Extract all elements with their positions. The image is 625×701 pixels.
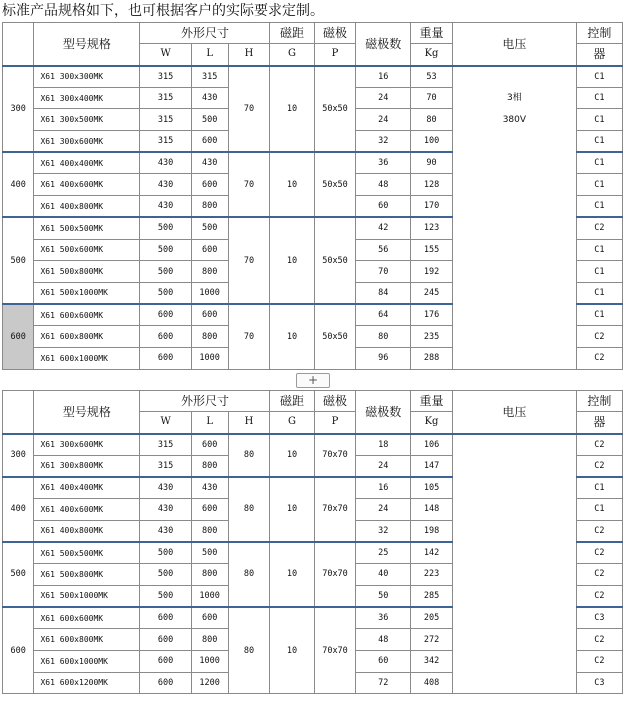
length-cell: 500 — [191, 109, 228, 131]
weight-cell: 53 — [411, 66, 453, 88]
length-cell: 1000 — [191, 347, 228, 369]
header-gap: 磁距 — [270, 391, 314, 412]
weight-cell: 235 — [411, 326, 453, 348]
model-cell: X61 500x800MK — [34, 261, 140, 283]
width-cell: 430 — [140, 520, 191, 542]
header-h: H — [228, 44, 270, 66]
pole-count-cell: 32 — [356, 131, 411, 153]
gap-cell: 10 — [270, 607, 314, 694]
length-cell: 1000 — [191, 282, 228, 304]
length-cell: 600 — [191, 499, 228, 521]
weight-cell: 155 — [411, 239, 453, 261]
pole-count-cell: 36 — [356, 152, 411, 174]
length-cell: 1000 — [191, 650, 228, 672]
controller-cell: C1 — [576, 131, 622, 153]
model-cell: X61 500x1000MK — [34, 585, 140, 607]
length-cell: 800 — [191, 455, 228, 477]
model-cell: X61 300x400MK — [34, 87, 140, 109]
weight-cell: 90 — [411, 152, 453, 174]
weight-cell: 205 — [411, 607, 453, 629]
model-cell: X61 400x400MK — [34, 152, 140, 174]
pole-count-cell: 60 — [356, 196, 411, 218]
pole-count-cell: 70 — [356, 261, 411, 283]
pole-count-cell: 18 — [356, 434, 411, 456]
pole-cell: 70x70 — [314, 434, 356, 477]
model-cell: X61 400x600MK — [34, 174, 140, 196]
width-cell: 500 — [140, 261, 191, 283]
pole-count-cell: 80 — [356, 326, 411, 348]
width-cell: 500 — [140, 564, 191, 586]
length-cell: 600 — [191, 174, 228, 196]
group-size: 500 — [3, 542, 34, 607]
model-cell: X61 500x1000MK — [34, 282, 140, 304]
table-row — [3, 66, 623, 88]
width-cell: 500 — [140, 542, 191, 564]
weight-cell: 285 — [411, 585, 453, 607]
controller-cell: C1 — [576, 304, 622, 326]
controller-cell: C2 — [576, 585, 622, 607]
weight-cell: 176 — [411, 304, 453, 326]
header-voltage: 电压 — [452, 23, 576, 66]
pole-count-cell: 32 — [356, 520, 411, 542]
width-cell: 315 — [140, 434, 191, 456]
height-cell: 70 — [228, 66, 270, 153]
header-row — [3, 391, 623, 412]
weight-cell: 288 — [411, 347, 453, 369]
length-cell: 600 — [191, 131, 228, 153]
length-cell: 430 — [191, 152, 228, 174]
model-cell: X61 300x500MK — [34, 109, 140, 131]
group-size: 400 — [3, 152, 34, 217]
width-cell: 430 — [140, 196, 191, 218]
weight-cell: 147 — [411, 455, 453, 477]
gap-cell: 10 — [270, 477, 314, 542]
controller-cell: C3 — [576, 672, 622, 694]
header-weight-unit: Kg — [411, 412, 453, 434]
pole-count-cell: 36 — [356, 607, 411, 629]
length-cell: 800 — [191, 629, 228, 651]
model-cell: X61 400x800MK — [34, 196, 140, 218]
weight-cell: 80 — [411, 109, 453, 131]
pole-count-cell: 48 — [356, 174, 411, 196]
weight-cell: 142 — [411, 542, 453, 564]
pole-cell: 70x70 — [314, 607, 356, 694]
header-w: W — [140, 412, 191, 434]
height-cell: 70 — [228, 152, 270, 217]
controller-cell: C1 — [576, 477, 622, 499]
pole-count-cell: 25 — [356, 542, 411, 564]
length-cell: 500 — [191, 217, 228, 239]
width-cell: 430 — [140, 477, 191, 499]
weight-cell: 192 — [411, 261, 453, 283]
pole-count-cell: 64 — [356, 304, 411, 326]
length-cell: 800 — [191, 261, 228, 283]
width-cell: 600 — [140, 650, 191, 672]
model-cell: X61 500x500MK — [34, 542, 140, 564]
controller-cell: C2 — [576, 564, 622, 586]
pole-cell: 50x50 — [314, 152, 356, 217]
pole-count-cell: 16 — [356, 66, 411, 88]
controller-cell: C3 — [576, 607, 622, 629]
controller-cell: C2 — [576, 347, 622, 369]
pole-cell: 50x50 — [314, 66, 356, 153]
controller-cell: C2 — [576, 455, 622, 477]
pole-count-cell: 72 — [356, 672, 411, 694]
pole-count-cell: 24 — [356, 455, 411, 477]
header-weight: 重量 — [411, 23, 453, 44]
controller-cell: C2 — [576, 520, 622, 542]
group-size: 500 — [3, 217, 34, 304]
model-cell: X61 400x800MK — [34, 520, 140, 542]
controller-cell: C2 — [576, 217, 622, 239]
group-size: 300 — [3, 434, 34, 477]
weight-cell: 105 — [411, 477, 453, 499]
model-cell: X61 600x600MK — [34, 607, 140, 629]
weight-cell: 128 — [411, 174, 453, 196]
model-cell: X61 500x500MK — [34, 217, 140, 239]
pole-count-cell: 56 — [356, 239, 411, 261]
header-controller-unit: 器 — [576, 412, 622, 434]
controller-cell: C1 — [576, 261, 622, 283]
controller-cell: C1 — [576, 499, 622, 521]
header-model: 型号规格 — [34, 23, 140, 66]
header-dims: 外形尺寸 — [140, 23, 270, 44]
pole-count-cell: 24 — [356, 109, 411, 131]
header-gap-unit: G — [270, 412, 314, 434]
model-cell: X61 300x600MK — [34, 434, 140, 456]
weight-cell: 408 — [411, 672, 453, 694]
weight-cell: 100 — [411, 131, 453, 153]
controller-cell: C2 — [576, 434, 622, 456]
width-cell: 315 — [140, 87, 191, 109]
gap-cell: 10 — [270, 542, 314, 607]
weight-cell: 223 — [411, 564, 453, 586]
header-count: 磁极数 — [356, 391, 411, 434]
header-weight: 重量 — [411, 391, 453, 412]
width-cell: 500 — [140, 282, 191, 304]
width-cell: 600 — [140, 304, 191, 326]
length-cell: 800 — [191, 520, 228, 542]
pole-count-cell: 48 — [356, 629, 411, 651]
weight-cell: 170 — [411, 196, 453, 218]
length-cell: 800 — [191, 196, 228, 218]
width-cell: 315 — [140, 66, 191, 88]
pole-count-cell: 16 — [356, 477, 411, 499]
model-cell: X61 600x600MK — [34, 304, 140, 326]
length-cell: 600 — [191, 239, 228, 261]
pole-cell: 70x70 — [314, 542, 356, 607]
weight-cell: 245 — [411, 282, 453, 304]
controller-cell: C1 — [576, 87, 622, 109]
length-cell: 600 — [191, 304, 228, 326]
header-controller-unit: 器 — [576, 44, 622, 66]
voltage-cell — [452, 66, 576, 370]
pole-count-cell: 24 — [356, 499, 411, 521]
weight-cell: 70 — [411, 87, 453, 109]
length-cell: 500 — [191, 542, 228, 564]
weight-cell: 148 — [411, 499, 453, 521]
spec-table-2 — [2, 390, 623, 694]
width-cell: 600 — [140, 672, 191, 694]
group-size: 300 — [3, 66, 34, 153]
length-cell: 430 — [191, 87, 228, 109]
header-controller: 控制 — [576, 23, 622, 44]
height-cell: 80 — [228, 542, 270, 607]
pole-count-cell: 84 — [356, 282, 411, 304]
model-cell: X61 600x1000MK — [34, 347, 140, 369]
length-cell: 600 — [191, 607, 228, 629]
model-cell: X61 600x800MK — [34, 629, 140, 651]
model-cell: X61 300x300MK — [34, 66, 140, 88]
length-cell: 800 — [191, 564, 228, 586]
width-cell: 430 — [140, 152, 191, 174]
width-cell: 600 — [140, 347, 191, 369]
width-cell: 315 — [140, 455, 191, 477]
header-count: 磁极数 — [356, 23, 411, 66]
table-row — [3, 434, 623, 456]
length-cell: 1200 — [191, 672, 228, 694]
length-cell: 600 — [191, 434, 228, 456]
gap-cell: 10 — [270, 152, 314, 217]
header-pole-unit: P — [314, 412, 356, 434]
header-size-cell — [3, 23, 34, 66]
model-cell: X61 600x1000MK — [34, 650, 140, 672]
header-w: W — [140, 44, 191, 66]
height-cell: 70 — [228, 304, 270, 369]
controller-cell: C2 — [576, 542, 622, 564]
header-pole: 磁极 — [314, 23, 356, 44]
controller-cell: C2 — [576, 650, 622, 672]
header-model: 型号规格 — [34, 391, 140, 434]
group-size: 400 — [3, 477, 34, 542]
controller-cell: C1 — [576, 109, 622, 131]
pole-count-cell: 42 — [356, 217, 411, 239]
length-cell: 1000 — [191, 585, 228, 607]
header-controller: 控制 — [576, 391, 622, 412]
length-cell: 430 — [191, 477, 228, 499]
height-cell: 70 — [228, 217, 270, 304]
controller-cell: C1 — [576, 239, 622, 261]
header-pole: 磁极 — [314, 391, 356, 412]
width-cell: 500 — [140, 585, 191, 607]
width-cell: 600 — [140, 629, 191, 651]
pole-count-cell: 96 — [356, 347, 411, 369]
width-cell: 500 — [140, 217, 191, 239]
height-cell: 80 — [228, 607, 270, 694]
model-cell: X61 500x800MK — [34, 564, 140, 586]
header-size-cell — [3, 391, 34, 434]
intro-text: 标准产品规格如下，也可根据客户的实际要求定制。 — [2, 3, 324, 19]
weight-cell: 198 — [411, 520, 453, 542]
header-pole-unit: P — [314, 44, 356, 66]
controller-cell: C2 — [576, 629, 622, 651]
pole-cell: 50x50 — [314, 217, 356, 304]
header-l: L — [191, 44, 228, 66]
header-gap: 磁距 — [270, 23, 314, 44]
header-voltage: 电压 — [452, 391, 576, 434]
expand-button[interactable]: + — [296, 373, 330, 388]
pole-cell: 70x70 — [314, 477, 356, 542]
header-gap-unit: G — [270, 44, 314, 66]
group-size: 600 — [3, 304, 34, 369]
width-cell: 430 — [140, 174, 191, 196]
gap-cell: 10 — [270, 217, 314, 304]
spec-table-1 — [2, 22, 623, 370]
width-cell: 500 — [140, 239, 191, 261]
model-cell: X61 400x400MK — [34, 477, 140, 499]
height-cell: 80 — [228, 434, 270, 477]
model-cell: X61 600x1200MK — [34, 672, 140, 694]
controller-cell: C1 — [576, 282, 622, 304]
controller-cell: C1 — [576, 174, 622, 196]
weight-cell: 123 — [411, 217, 453, 239]
width-cell: 600 — [140, 607, 191, 629]
pole-count-cell: 40 — [356, 564, 411, 586]
gap-cell: 10 — [270, 66, 314, 153]
header-weight-unit: Kg — [411, 44, 453, 66]
header-row — [3, 23, 623, 44]
weight-cell: 342 — [411, 650, 453, 672]
length-cell: 800 — [191, 326, 228, 348]
model-cell: X61 600x800MK — [34, 326, 140, 348]
width-cell: 315 — [140, 109, 191, 131]
voltage-line: 380V — [502, 114, 527, 125]
header-l: L — [191, 412, 228, 434]
voltage-line: 3相 — [507, 92, 522, 103]
voltage-cell — [452, 434, 576, 694]
height-cell: 80 — [228, 477, 270, 542]
length-cell: 315 — [191, 66, 228, 88]
model-cell: X61 500x600MK — [34, 239, 140, 261]
controller-cell: C1 — [576, 196, 622, 218]
group-size: 600 — [3, 607, 34, 694]
header-h: H — [228, 412, 270, 434]
controller-cell: C2 — [576, 326, 622, 348]
header-dims: 外形尺寸 — [140, 391, 270, 412]
model-cell: X61 300x800MK — [34, 455, 140, 477]
model-cell: X61 300x600MK — [34, 131, 140, 153]
controller-cell: C1 — [576, 66, 622, 88]
weight-cell: 106 — [411, 434, 453, 456]
pole-count-cell: 50 — [356, 585, 411, 607]
controller-cell: C1 — [576, 152, 622, 174]
width-cell: 430 — [140, 499, 191, 521]
gap-cell: 10 — [270, 304, 314, 369]
pole-count-cell: 24 — [356, 87, 411, 109]
width-cell: 315 — [140, 131, 191, 153]
pole-cell: 50x50 — [314, 304, 356, 369]
weight-cell: 272 — [411, 629, 453, 651]
width-cell: 600 — [140, 326, 191, 348]
pole-count-cell: 60 — [356, 650, 411, 672]
gap-cell: 10 — [270, 434, 314, 477]
model-cell: X61 400x600MK — [34, 499, 140, 521]
